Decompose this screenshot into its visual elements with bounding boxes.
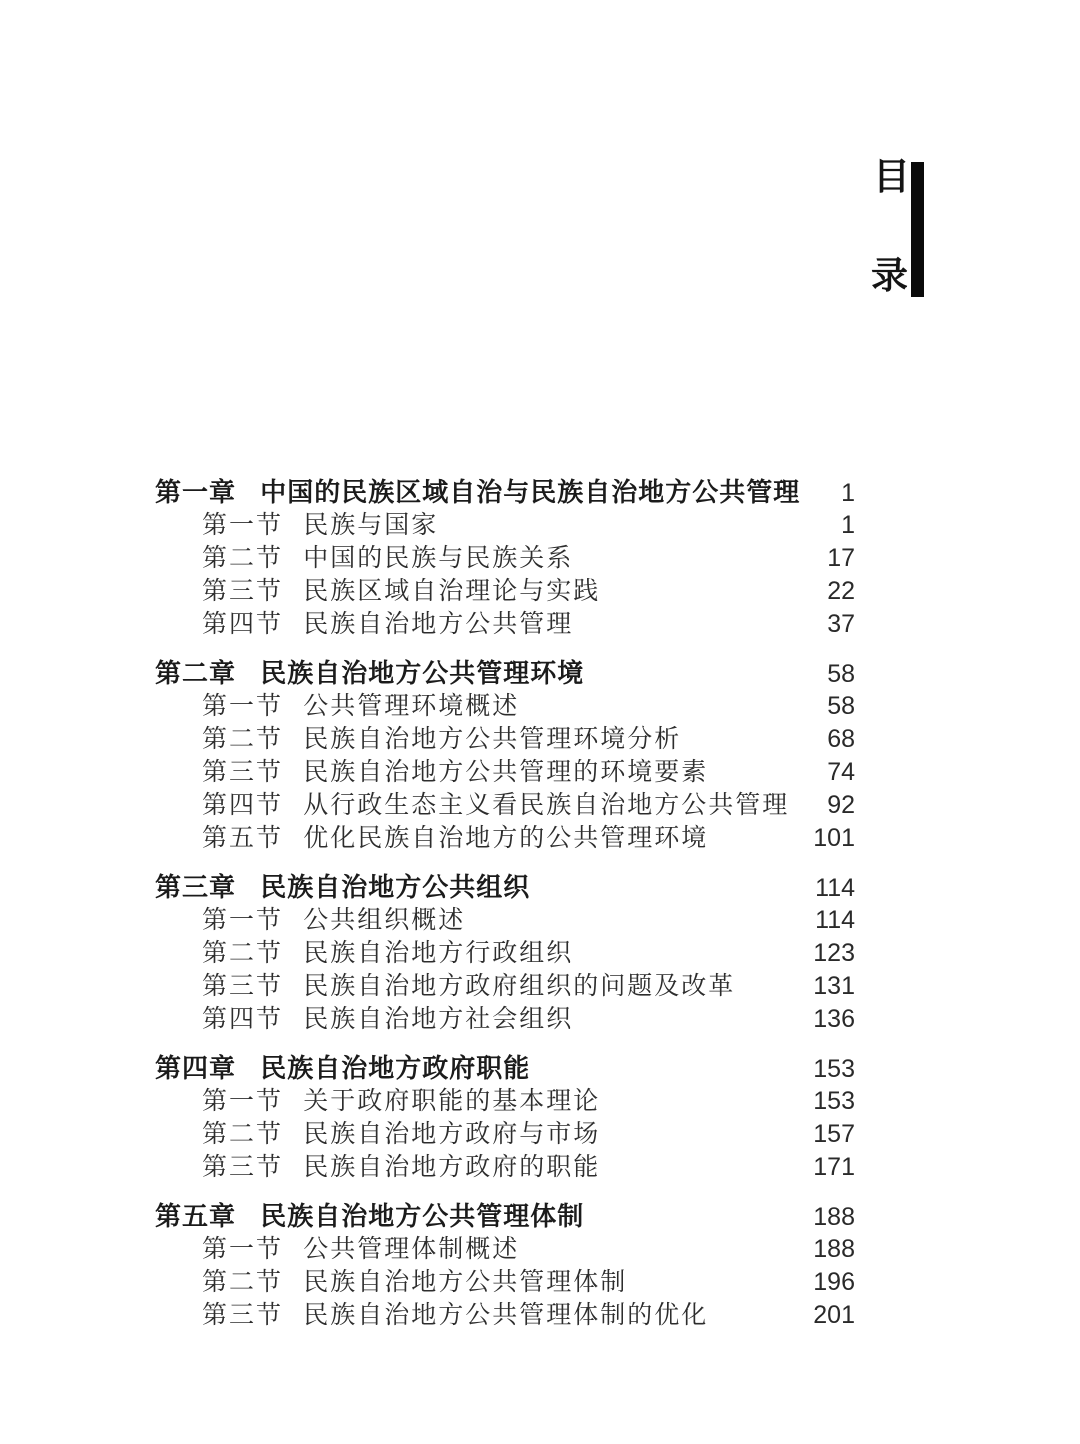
section-text bbox=[202, 509, 438, 542]
section-page-number: 37 bbox=[827, 610, 855, 638]
section-page-number: 58 bbox=[827, 692, 855, 720]
section-row bbox=[155, 756, 855, 789]
chapter-row bbox=[155, 871, 855, 904]
section-page-number: 92 bbox=[827, 791, 855, 819]
section-label: 第三节 bbox=[202, 973, 284, 1000]
section-row bbox=[155, 608, 855, 641]
chapter-title: 民族自治地方公共管理环境 bbox=[260, 658, 585, 688]
section-text bbox=[202, 789, 789, 822]
section-text bbox=[202, 1118, 600, 1151]
section-label: 第四节 bbox=[202, 1006, 284, 1033]
section-title: 民族自治地方公共管理环境分析 bbox=[303, 726, 682, 753]
chapter-title: 民族自治地方公共管理体制 bbox=[260, 1201, 585, 1231]
section-label: 第一节 bbox=[202, 512, 284, 539]
section-title: 公共管理环境概述 bbox=[303, 693, 520, 720]
section-row bbox=[155, 1085, 855, 1118]
section-row bbox=[155, 723, 855, 756]
section-label: 第三节 bbox=[202, 759, 284, 786]
section-page-number: 1 bbox=[841, 511, 855, 539]
section-text bbox=[202, 1003, 573, 1036]
section-text bbox=[202, 822, 708, 855]
section-text bbox=[202, 904, 465, 937]
section-row bbox=[155, 789, 855, 822]
section-page-number: 196 bbox=[813, 1268, 855, 1296]
section-title: 民族与国家 bbox=[303, 512, 439, 539]
section-page-number: 101 bbox=[813, 824, 855, 852]
section-title: 民族自治地方行政组织 bbox=[303, 940, 574, 967]
header-vertical-bar bbox=[911, 162, 924, 297]
section-page-number: 171 bbox=[813, 1153, 855, 1181]
section-title: 民族区域自治理论与实践 bbox=[303, 578, 601, 605]
section-row bbox=[155, 542, 855, 575]
section-page-number: 74 bbox=[827, 758, 855, 786]
chapter-label: 第二章 bbox=[155, 658, 237, 688]
section-label: 第二节 bbox=[202, 1269, 284, 1296]
section-label: 第二节 bbox=[202, 545, 284, 572]
header-char-mu: 目 bbox=[873, 157, 910, 198]
section-title: 民族自治地方公共管理体制的优化 bbox=[303, 1302, 709, 1329]
section-title: 从行政生态主义看民族自治地方公共管理 bbox=[303, 792, 790, 819]
section-label: 第三节 bbox=[202, 1302, 284, 1329]
section-label: 第二节 bbox=[202, 726, 284, 753]
chapter-label: 第四章 bbox=[155, 1053, 237, 1083]
section-title: 优化民族自治地方的公共管理环境 bbox=[303, 825, 709, 852]
section-title: 关于政府职能的基本理论 bbox=[303, 1088, 601, 1115]
section-text bbox=[202, 690, 519, 723]
chapter-page-number: 188 bbox=[813, 1203, 855, 1231]
chapter-text bbox=[155, 1052, 530, 1085]
section-page-number: 68 bbox=[827, 725, 855, 753]
section-label: 第一节 bbox=[202, 907, 284, 934]
section-title: 民族自治地方政府的职能 bbox=[303, 1154, 601, 1181]
section-page-number: 188 bbox=[813, 1235, 855, 1263]
section-title: 民族自治地方政府与市场 bbox=[303, 1121, 601, 1148]
section-row bbox=[155, 1299, 855, 1332]
section-text bbox=[202, 723, 681, 756]
section-page-number: 131 bbox=[813, 972, 855, 1000]
section-row bbox=[155, 1003, 855, 1036]
chapter-page-number: 1 bbox=[841, 479, 855, 507]
chapter-label: 第一章 bbox=[155, 477, 237, 507]
section-text bbox=[202, 1299, 708, 1332]
chapter-title: 中国的民族区域自治与民族自治地方公共管理 bbox=[260, 477, 801, 507]
section-page-number: 201 bbox=[813, 1301, 855, 1329]
section-title: 民族自治地方公共管理 bbox=[303, 611, 574, 638]
chapter-page-number: 114 bbox=[815, 874, 855, 902]
section-label: 第三节 bbox=[202, 578, 284, 605]
chapter-title: 民族自治地方政府职能 bbox=[260, 1053, 531, 1083]
chapter-row bbox=[155, 1052, 855, 1085]
section-title: 民族自治地方政府组织的问题及改革 bbox=[303, 973, 736, 1000]
section-row bbox=[155, 1266, 855, 1299]
section-page-number: 114 bbox=[815, 906, 855, 934]
section-page-number: 123 bbox=[813, 939, 855, 967]
section-title: 公共组织概述 bbox=[303, 907, 466, 934]
section-label: 第二节 bbox=[202, 1121, 284, 1148]
section-row bbox=[155, 1233, 855, 1266]
section-text bbox=[202, 608, 573, 641]
section-page-number: 153 bbox=[813, 1087, 855, 1115]
section-label: 第三节 bbox=[202, 1154, 284, 1181]
section-label: 第一节 bbox=[202, 693, 284, 720]
section-label: 第四节 bbox=[202, 792, 284, 819]
section-row bbox=[155, 509, 855, 542]
section-title: 民族自治地方社会组织 bbox=[303, 1006, 574, 1033]
header-char-lu: 录 bbox=[871, 256, 908, 297]
section-text bbox=[202, 937, 573, 970]
section-text bbox=[202, 1233, 519, 1266]
chapter-text bbox=[155, 476, 800, 509]
section-page-number: 136 bbox=[813, 1005, 855, 1033]
chapter-text bbox=[155, 657, 584, 690]
section-page-number: 17 bbox=[827, 544, 855, 572]
section-label: 第一节 bbox=[202, 1088, 284, 1115]
section-title: 民族自治地方公共管理的环境要素 bbox=[303, 759, 709, 786]
chapter-label: 第三章 bbox=[155, 872, 237, 902]
chapter-page-number: 153 bbox=[813, 1055, 855, 1083]
section-title: 中国的民族与民族关系 bbox=[303, 545, 574, 572]
chapter-row bbox=[155, 657, 855, 690]
section-label: 第五节 bbox=[202, 825, 284, 852]
section-row bbox=[155, 970, 855, 1003]
chapter-title: 民族自治地方公共组织 bbox=[260, 872, 531, 902]
section-label: 第二节 bbox=[202, 940, 284, 967]
toc-list bbox=[155, 476, 855, 1332]
section-text bbox=[202, 1085, 600, 1118]
section-text bbox=[202, 970, 735, 1003]
section-row bbox=[155, 690, 855, 723]
chapter-page-number: 58 bbox=[827, 660, 855, 688]
section-row bbox=[155, 822, 855, 855]
section-page-number: 157 bbox=[813, 1120, 855, 1148]
section-label: 第一节 bbox=[202, 1236, 284, 1263]
section-label: 第四节 bbox=[202, 611, 284, 638]
section-page-number: 22 bbox=[827, 577, 855, 605]
section-row bbox=[155, 904, 855, 937]
section-row bbox=[155, 1118, 855, 1151]
section-row bbox=[155, 1151, 855, 1184]
chapter-row bbox=[155, 476, 855, 509]
section-text bbox=[202, 1151, 600, 1184]
section-row bbox=[155, 937, 855, 970]
section-text bbox=[202, 1266, 627, 1299]
chapter-text bbox=[155, 871, 530, 904]
chapter-label: 第五章 bbox=[155, 1201, 237, 1231]
chapter-text bbox=[155, 1200, 584, 1233]
section-text bbox=[202, 575, 600, 608]
section-title: 民族自治地方公共管理体制 bbox=[303, 1269, 628, 1296]
chapter-row bbox=[155, 1200, 855, 1233]
section-row bbox=[155, 575, 855, 608]
section-text bbox=[202, 542, 573, 575]
section-text bbox=[202, 756, 708, 789]
section-title: 公共管理体制概述 bbox=[303, 1236, 520, 1263]
